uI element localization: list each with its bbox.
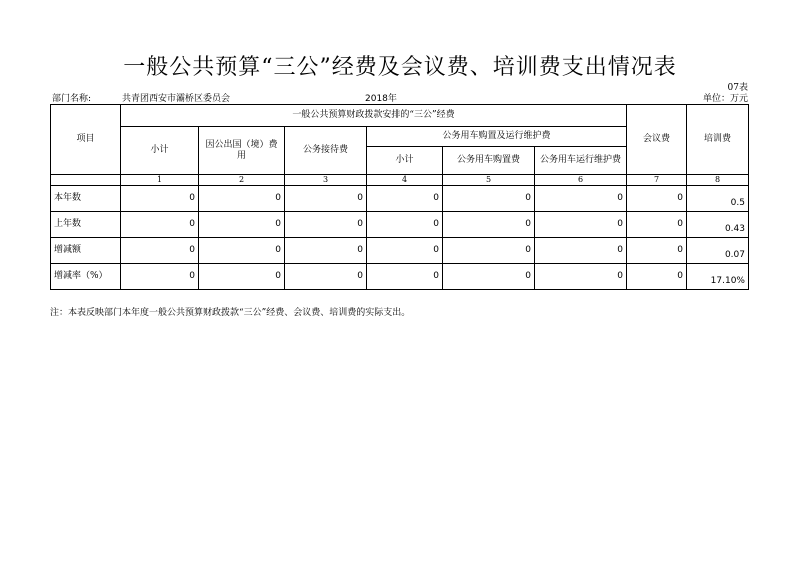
row-label: 增减率（%） [51, 264, 121, 290]
form-number: 07表 [727, 83, 748, 93]
cell-value: 0 [535, 212, 627, 238]
cell-value: 0 [121, 186, 199, 212]
cell-value: 0 [199, 238, 285, 264]
table-row [51, 238, 749, 264]
cell-value: 0 [535, 264, 627, 290]
cell-value: 0 [199, 186, 285, 212]
header-meeting: 会议费 [627, 105, 687, 175]
cell-value: 0 [367, 264, 443, 290]
header-vehicle-subtotal: 小计 [367, 147, 443, 175]
cell-value: 0 [443, 186, 535, 212]
cell-value: 0 [627, 212, 687, 238]
cell-value: 0 [285, 186, 367, 212]
header-group-main: 一般公共预算财政拨款安排的“三公”经费 [121, 105, 627, 127]
index-row [51, 175, 749, 186]
index-cell: 1 [121, 175, 199, 186]
row-label: 上年数 [51, 212, 121, 238]
cell-value: 0 [443, 264, 535, 290]
cell-value: 0.5 [687, 186, 749, 212]
index-cell: 5 [443, 175, 535, 186]
cell-value: 0 [285, 238, 367, 264]
table-row [51, 264, 749, 290]
row-label: 本年数 [51, 186, 121, 212]
header-item: 项目 [51, 105, 121, 175]
cell-value: 0 [367, 212, 443, 238]
unit-label: 单位：万元 [702, 94, 748, 104]
cell-value: 0.07 [687, 238, 749, 264]
expense-table [50, 104, 749, 290]
index-cell: 8 [687, 175, 749, 186]
cell-value: 0 [627, 186, 687, 212]
header-subtotal: 小计 [121, 127, 199, 175]
page-title: 一般公共预算“三公”经费及会议费、培训费支出情况表 [123, 55, 677, 80]
cell-value: 0 [627, 264, 687, 290]
cell-value: 0 [199, 264, 285, 290]
header-training: 培训费 [687, 105, 749, 175]
table-row [51, 186, 749, 212]
cell-value: 0 [121, 264, 199, 290]
cell-value: 0 [199, 212, 285, 238]
header-reception: 公务接待费 [285, 127, 367, 175]
header-vehicle-purchase: 公务用车购置费 [443, 147, 535, 175]
cell-value: 0.43 [687, 212, 749, 238]
cell-value: 0 [367, 238, 443, 264]
cell-value: 0 [627, 238, 687, 264]
cell-value: 0 [285, 212, 367, 238]
cell-value: 0 [285, 264, 367, 290]
cell-value: 0 [443, 238, 535, 264]
index-cell: 3 [285, 175, 367, 186]
cell-value: 0 [121, 212, 199, 238]
footnote: 注：本表反映部门本年度一般公共预算财政拨款“三公”经费、会议费、培训费的实际支出。 [50, 308, 411, 318]
dept-name: 共青团西安市灞桥区委员会 [122, 94, 231, 104]
header-abroad: 因公出国（境）费用 [199, 127, 285, 175]
cell-value: 0 [367, 186, 443, 212]
header-vehicle-operation: 公务用车运行维护费 [535, 147, 627, 175]
index-cell-empty [51, 175, 121, 186]
dept-label: 部门名称: [52, 94, 92, 104]
cell-value: 0 [443, 212, 535, 238]
table-row [51, 212, 749, 238]
report-year: 2018年 [365, 94, 397, 104]
meta-row [52, 91, 748, 103]
row-label: 增减额 [51, 238, 121, 264]
index-cell: 4 [367, 175, 443, 186]
cell-value: 0 [535, 186, 627, 212]
cell-value: 17.10% [687, 264, 749, 290]
header-vehicle-group: 公务用车购置及运行维护费 [367, 127, 627, 147]
index-cell: 6 [535, 175, 627, 186]
index-cell: 2 [199, 175, 285, 186]
cell-value: 0 [121, 238, 199, 264]
index-cell: 7 [627, 175, 687, 186]
cell-value: 0 [535, 238, 627, 264]
